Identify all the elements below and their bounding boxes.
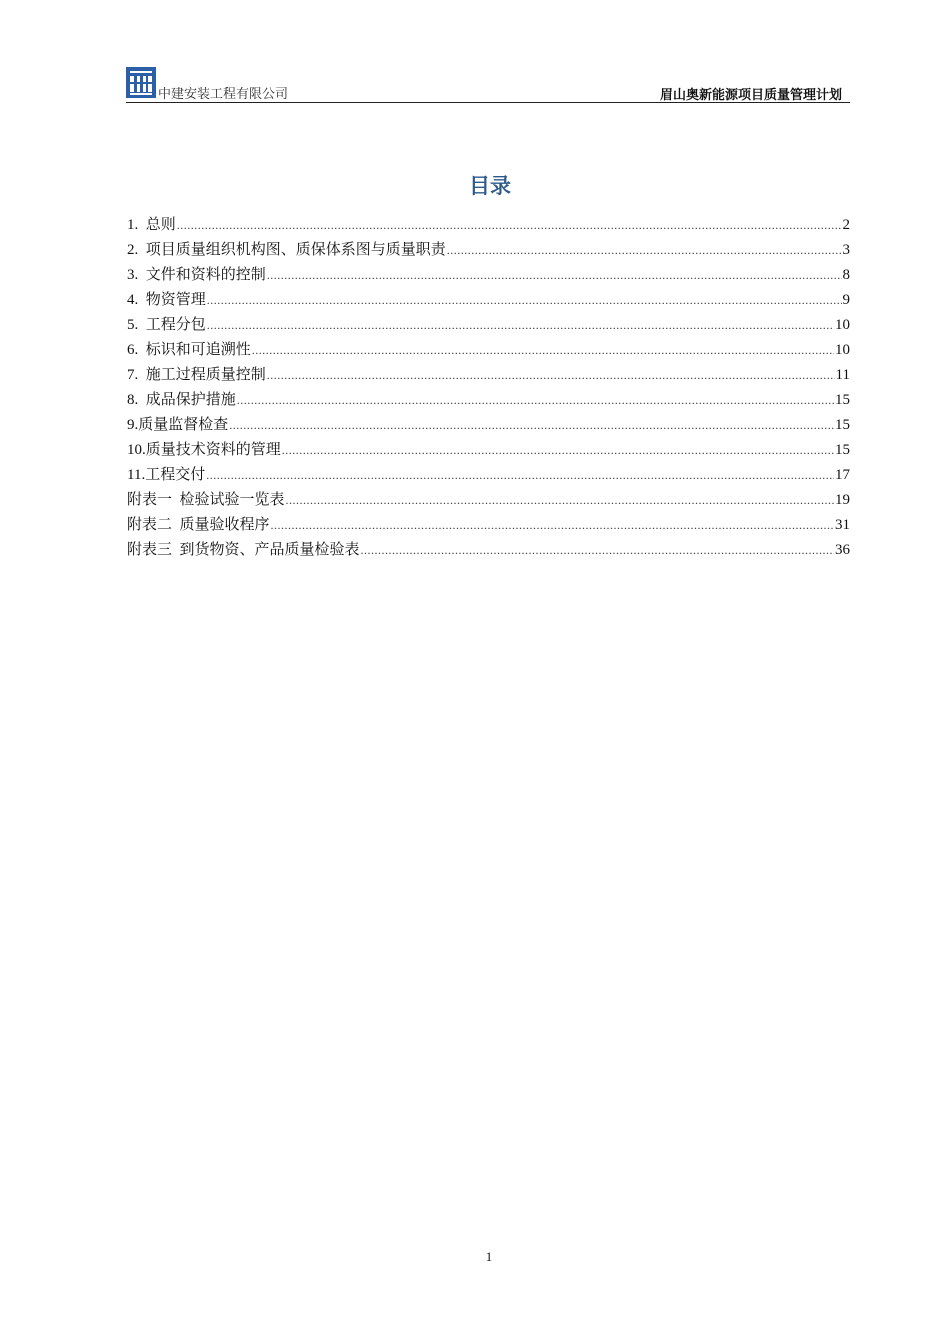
toc-item-page: 31 — [835, 517, 850, 533]
toc-item-label: 项目质量组织机构图、质保体系图与质量职责 — [145, 242, 446, 258]
toc-item-page: 2 — [842, 217, 850, 233]
toc-item-page: 36 — [835, 542, 850, 558]
toc-item-8[interactable] — [127, 388, 850, 413]
toc-item-number: 11. — [127, 467, 146, 483]
toc-item-4[interactable] — [127, 288, 850, 313]
toc-item-number: 附表一 — [127, 492, 180, 508]
toc-leader-dots — [267, 263, 842, 288]
toc-item-page: 8 — [842, 267, 850, 283]
toc-item-number: 附表二 — [127, 517, 180, 533]
toc-item-page: 15 — [835, 392, 850, 408]
toc-item-number: 1. — [127, 217, 146, 233]
toc-item-number: 8. — [127, 392, 146, 408]
toc-leader-dots — [229, 413, 834, 438]
toc-item-page: 11 — [835, 367, 850, 383]
toc-leader-dots — [286, 488, 834, 513]
toc-item-page: 9 — [842, 292, 850, 308]
toc-item-number: 9. — [127, 417, 139, 433]
toc-item-label: 物资管理 — [145, 292, 206, 308]
toc-item-label: 检验试验一览表 — [179, 492, 285, 508]
toc-leader-dots — [361, 538, 834, 563]
toc-item-number: 6. — [127, 342, 146, 358]
toc-item-number: 5. — [127, 317, 146, 333]
document-title: 眉山奥新能源项目质量管理计划 — [659, 87, 842, 102]
toc-heading: 目录 — [469, 175, 511, 198]
toc-item-6[interactable] — [127, 338, 850, 363]
toc-leader-dots — [267, 363, 835, 388]
toc-item-11[interactable] — [127, 463, 850, 488]
toc-item-appendix-2[interactable] — [127, 513, 850, 538]
toc-item-label: 施工过程质量控制 — [145, 367, 266, 383]
toc-item-7[interactable] — [127, 363, 850, 388]
toc-item-page: 10 — [835, 342, 850, 358]
toc-item-1[interactable] — [127, 213, 850, 238]
toc-item-label: 总则 — [145, 217, 176, 233]
table-of-contents — [127, 213, 850, 563]
toc-item-number: 10. — [127, 442, 146, 458]
toc-leader-dots — [207, 313, 834, 338]
toc-item-page: 10 — [835, 317, 850, 333]
toc-leader-dots — [271, 513, 834, 538]
toc-leader-dots — [206, 463, 834, 488]
toc-item-3[interactable] — [127, 263, 850, 288]
toc-leader-dots — [177, 213, 842, 238]
toc-item-label: 质量验收程序 — [179, 517, 270, 533]
toc-item-5[interactable] — [127, 313, 850, 338]
toc-leader-dots — [207, 288, 842, 313]
toc-item-page: 3 — [842, 242, 850, 258]
toc-item-label: 质量技术资料的管理 — [145, 442, 281, 458]
toc-item-appendix-3[interactable] — [127, 538, 850, 563]
company-name: 中建安装工程有限公司 — [158, 86, 289, 101]
page-header — [126, 66, 850, 103]
toc-item-number: 3. — [127, 267, 146, 283]
toc-item-10[interactable] — [127, 438, 850, 463]
toc-item-9[interactable] — [127, 413, 850, 438]
toc-leader-dots — [282, 438, 834, 463]
toc-leader-dots — [447, 238, 842, 263]
toc-item-number: 2. — [127, 242, 146, 258]
toc-item-label: 标识和可追溯性 — [145, 342, 251, 358]
toc-item-label: 成品保护措施 — [145, 392, 236, 408]
toc-item-2[interactable] — [127, 238, 850, 263]
toc-item-appendix-1[interactable] — [127, 488, 850, 513]
toc-item-number: 7. — [127, 367, 146, 383]
toc-item-label: 工程分包 — [145, 317, 206, 333]
toc-item-page: 19 — [835, 492, 850, 508]
toc-item-label: 到货物资、产品质量检验表 — [179, 542, 360, 558]
toc-item-label: 质量监督检查 — [138, 417, 229, 433]
company-logo-icon — [126, 67, 156, 98]
toc-leader-dots — [237, 388, 834, 413]
toc-item-label: 文件和资料的控制 — [145, 267, 266, 283]
toc-item-page: 15 — [835, 442, 850, 458]
toc-item-label: 工程交付 — [145, 467, 206, 483]
toc-leader-dots — [252, 338, 834, 363]
toc-item-number: 附表三 — [127, 542, 180, 558]
toc-item-number: 4. — [127, 292, 146, 308]
toc-item-page: 15 — [835, 417, 850, 433]
toc-item-page: 17 — [835, 467, 850, 483]
page-number: 1 — [485, 1249, 493, 1264]
